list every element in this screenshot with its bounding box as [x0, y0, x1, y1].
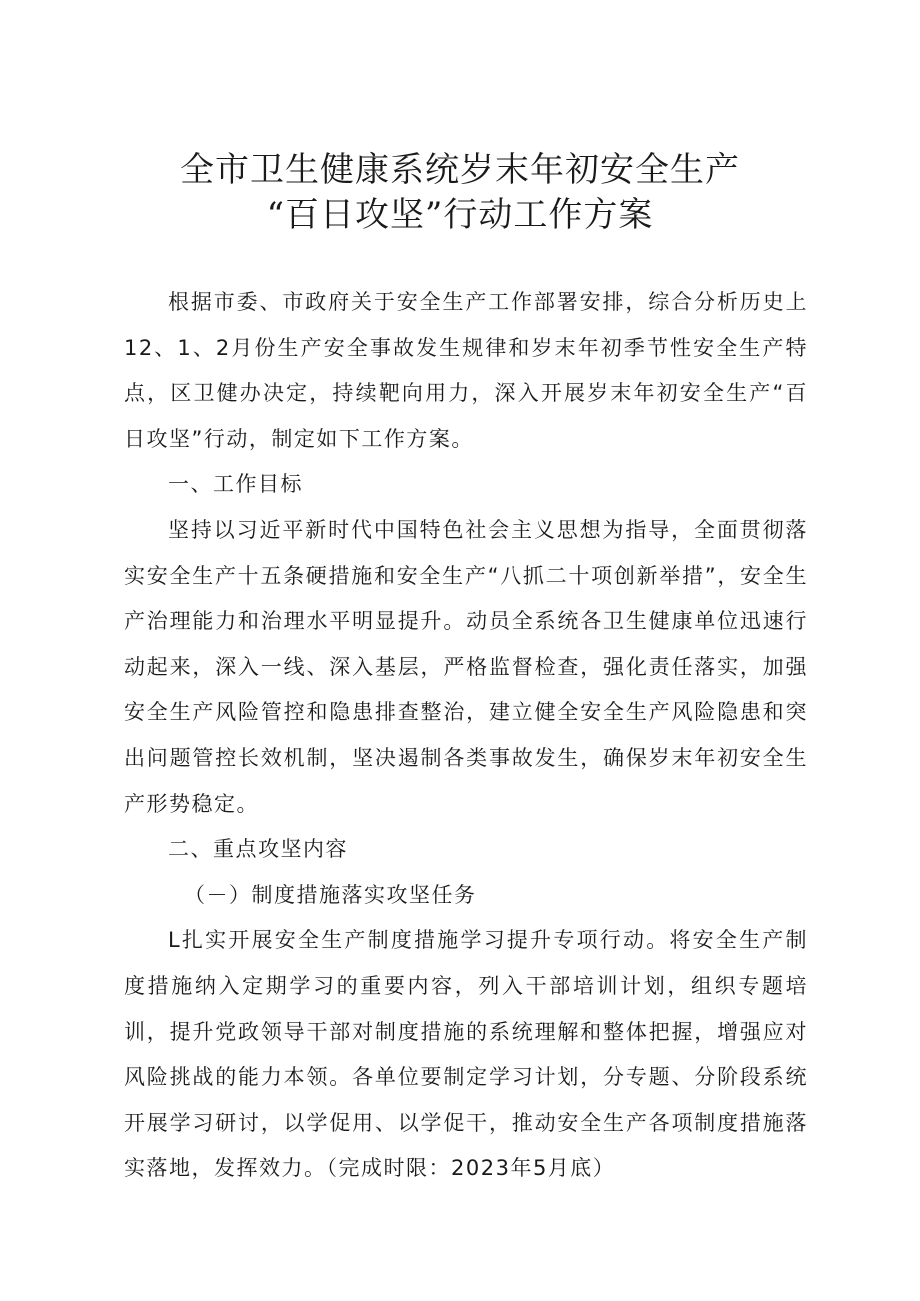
intro-paragraph: 根据市委、市政府关于安全生产工作部署安排，综合分析历史上12、1、2月份生产安全事故发生规律和岁末年初季节性安全生产特点，区卫健办决定，持续靶向用力，深入开展岁末年初安全生产“百日攻坚”行动，制定如下工作方案。: [124, 290, 808, 451]
section-1-heading: 一、工作目标: [168, 472, 303, 497]
item-1-paragraph: L扎实开展安全生产制度措施学习提升专项行动。将安全生产制度措施纳入定期学习的重要内容，列入干部培训计划，组织专题培训，提升党政领导干部对制度措施的系统理解和整体把握，增强应对风险挑战的能力本领。各单位要制定学习计划，分专题、分阶段系统开展学习研讨，以学促用、以学促干，推动安全生产各项制度措施落实落地，发挥效力。（完成时限：2023年5月底）: [124, 928, 808, 1181]
section-1-paragraph: 坚持以习近平新时代中国特色社会主义思想为指导，全面贯彻落实安全生产十五条硬措施和安全生产“八抓二十项创新举措”，安全生产治理能力和治理水平明显提升。动员全系统各卫生健康单位迅速行动起来，深入一线、深入基层，严格监督检查，强化责任落实，加强安全生产风险管控和隐患排查整治，建立健全安全生产风险隐患和突出问题管控长效机制，坚决遏制各类事故发生，确保岁末年初安全生产形势稳定。: [124, 517, 808, 816]
document-title-line-1: 全市卫生健康系统岁末年初安全生产: [180, 150, 740, 190]
subsection-1-heading: （－）制度措施落实攻坚任务: [184, 882, 477, 907]
document-title-line-2: “百日攻坚”行动工作方案: [266, 195, 654, 235]
document-body: [124, 280, 808, 1192]
section-2-heading: 二、重点攻坚内容: [168, 837, 348, 862]
